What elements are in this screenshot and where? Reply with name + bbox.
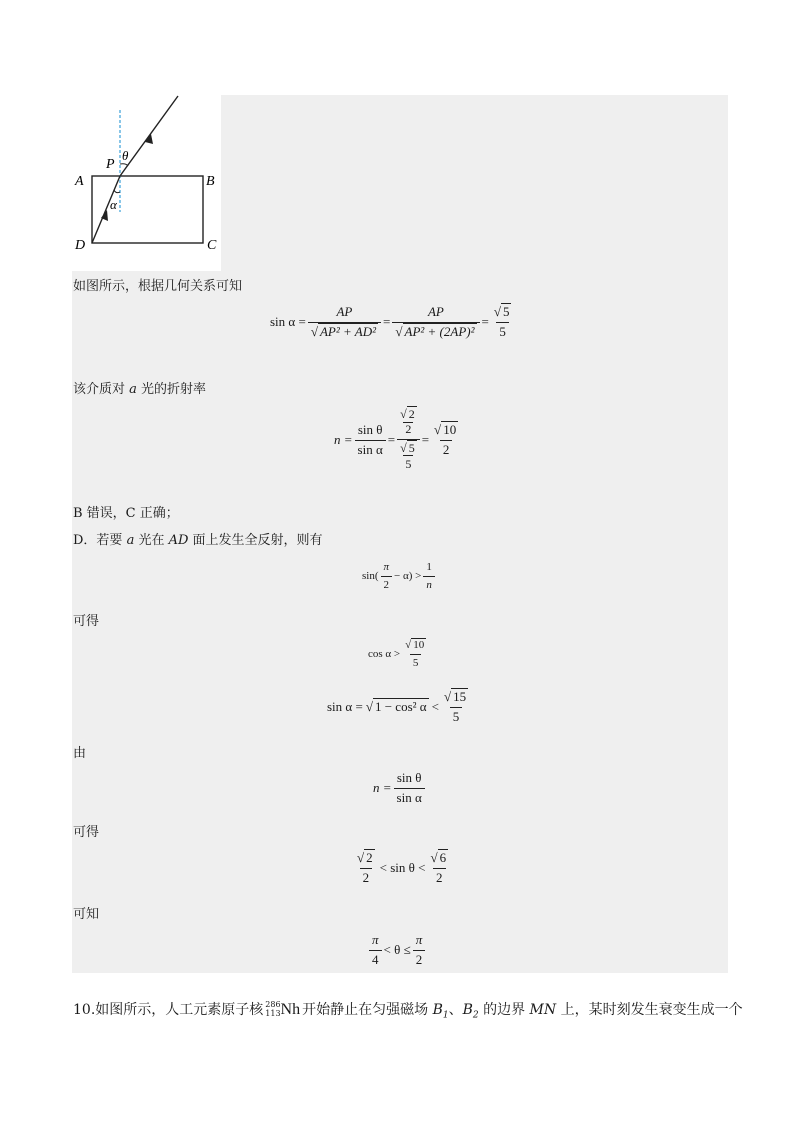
text-line-geometry: 如图所示，根据几何关系可知 (73, 279, 243, 294)
question-10: 10.如图所示，人工元素原子核 286 113 Nh 开始静止在匀强磁场 $B_1$、$B_2$ 的边界 MN 上，某时刻发生衰变生成一个 (73, 1000, 743, 1021)
equation-sin-alpha-bound: sin α = √ 1 − cos² α < $\frac{√ 15}{5}$ (327, 689, 467, 724)
text-line-refractive-index: 该介质对 a 光的折射率 (73, 382, 207, 397)
equation-sin-theta-range: $\frac{√ 2}{2}$ < sin θ < $\frac{√ 6}{2}$ (357, 850, 447, 885)
equation-total-reflection: sin( $\frac{\pi}{2}$ − α) > $\frac{1}{n}$ (362, 561, 437, 591)
equation-cos-alpha: cos α > $\frac{√ 10}{5}$ (368, 639, 425, 669)
equation-n: n = $\frac{\text{sin θ}}{\text{sin α}}$ = √ 2 2 √ 5 5 = $\frac{√ 10}{2}$ (334, 407, 457, 472)
equation-theta-range: $\frac{\pi}{4}$ < θ ≤ $\frac{\pi}{2}$ (367, 933, 427, 968)
label-P: P (106, 157, 115, 172)
label-theta: θ (122, 148, 129, 163)
label-D: D (75, 238, 86, 253)
answer-region-top (221, 95, 728, 271)
medium-rectangle (92, 176, 203, 243)
label-A: A (75, 174, 84, 189)
label-C: C (207, 238, 217, 253)
text-line-conclusion: B 错误，C 正确； (73, 506, 179, 521)
text-you: 由 (73, 746, 87, 761)
incident-ray (120, 96, 178, 176)
text-kede-2: 可得 (73, 825, 100, 840)
label-alpha: α (110, 197, 117, 212)
nuclide-notation: 286 113 Nh (265, 1000, 301, 1018)
text-kede-1: 可得 (73, 614, 100, 629)
refraction-figure (70, 92, 230, 257)
label-B: B (206, 174, 215, 189)
equation-n-ratio: n = $\frac{\text{sin θ}}{\text{sin α}}$ (373, 771, 427, 806)
text-line-option-d: D．若要 a 光在 AD 面上发生全反射，则有 (73, 533, 323, 548)
alpha-arc (114, 190, 120, 193)
text-kezhi: 可知 (73, 907, 100, 922)
equation-sin-alpha: sin α = $\frac{AP}{\text{√ AP² + AD²}}$ = $\frac{AP}{\text{√ AP² + (2AP)²}}$ = $\frac{√ 5}{5}$ (270, 304, 510, 339)
